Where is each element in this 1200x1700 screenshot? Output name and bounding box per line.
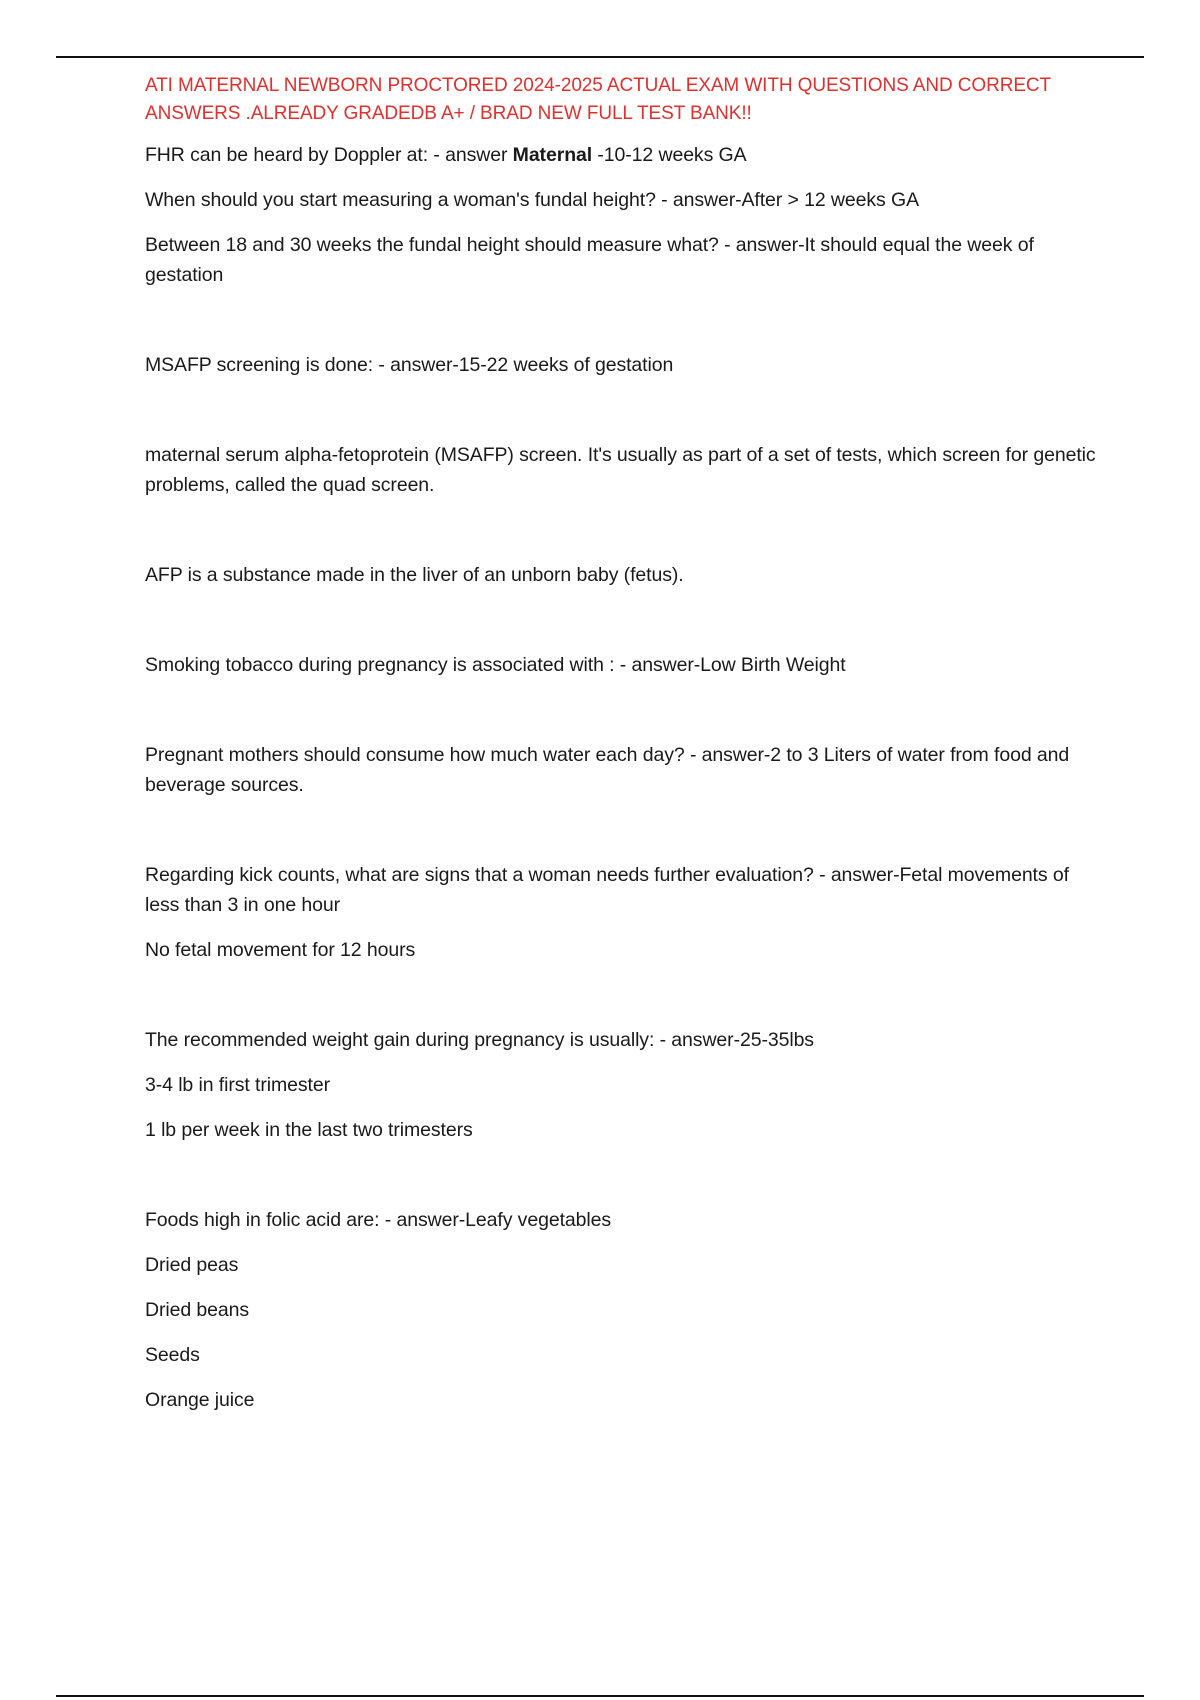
note-afp-substance: AFP is a substance made in the liver of an unborn baby (fetus). [145,564,684,586]
q9-extra-line-4: Orange juice [145,1389,255,1411]
q6-water-intake: Pregnant mothers should consume how much water each day? - answer-2 to 3 Liters of water from food and beverage sources. [145,744,1070,796]
top-rule [56,56,1144,58]
q9-extra-line-3: Seeds [145,1344,200,1366]
q1-suffix: -10-12 weeks GA [592,144,747,166]
q2-fundal-height-start: When should you start measuring a woman's fundal height? - answer-After > 12 weeks GA [145,189,919,211]
q1-prefix: FHR can be heard by Doppler at: - answer [145,144,513,166]
q3-fundal-height-measure: Between 18 and 30 weeks the fundal height should measure what? - answer-It should equal the week of gestation [145,234,1034,286]
q9-extra-line-2: Dried beans [145,1299,250,1321]
q1-bold-word: Maternal [512,144,593,166]
q9-extra-line-1: Dried peas [145,1254,239,1276]
q8-weight-gain: The recommended weight gain during pregnancy is usually: - answer-25-35lbs [145,1029,814,1051]
q8-extra-line-2: 1 lb per week in the last two trimesters [145,1119,473,1141]
q9-folic-acid-foods: Foods high in folic acid are: - answer-Leafy vegetables [145,1209,612,1231]
document-body [145,72,1105,1415]
document-title: ATI MATERNAL NEWBORN PROCTORED 2024-2025 ACTUAL EXAM WITH QUESTIONS AND CORRECT ANSWERS .ALREADY GRADEDB A+ / BRAD NEW FULL TEST BANK!! [145,75,1051,124]
note-msafp-definition: maternal serum alpha-fetoprotein (MSAFP) screen. It's usually as part of a set of tests, which screen for genetic problems, called the quad screen. [145,444,1096,496]
q8-extra-line-1: 3-4 lb in first trimester [145,1074,330,1096]
q7-kick-counts: Regarding kick counts, what are signs that a woman needs further evaluation? - answer-Fetal movements of less than 3 in one hour [145,864,1069,916]
q5-smoking-tobacco: Smoking tobacco during pregnancy is associated with : - answer-Low Birth Weight [145,654,846,676]
q1-fhr-doppler [145,140,1105,170]
q4-msafp-screening: MSAFP screening is done: - answer-15-22 weeks of gestation [145,354,674,376]
bottom-rule [56,1695,1144,1697]
q7-extra-line: No fetal movement for 12 hours [145,939,416,961]
